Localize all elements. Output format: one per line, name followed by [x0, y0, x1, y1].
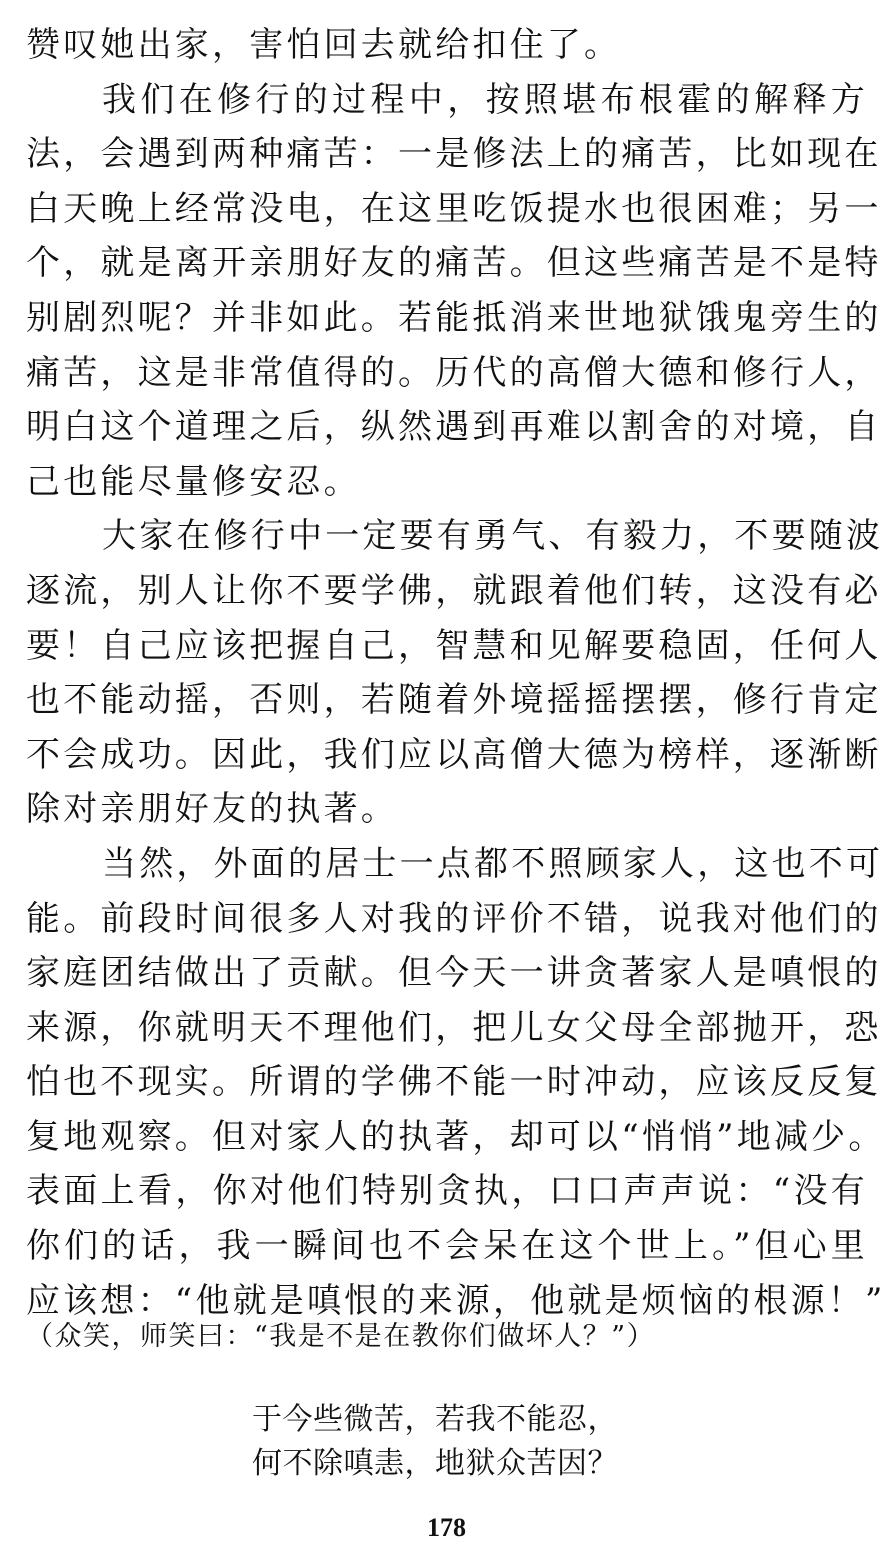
text-line: 怕也不现实。所谓的学佛不能一时冲动，应该反反复 [26, 1062, 882, 1103]
paragraph-last-line: 除对亲朋好友的执著。 [26, 789, 398, 830]
body-text [26, 18, 886, 1328]
verse-block [252, 1398, 712, 1486]
page-number: 178 [427, 1513, 466, 1542]
text-line: 不会成功。因此，我们应以高僧大德为榜样，逐渐断 [26, 734, 882, 775]
text-line: 表面上看，你对他们特别贪执，口口声声说：“没有 [26, 1171, 868, 1212]
text-line: 应该想：“他就是嗔恨的来源，他就是烦恼的根源！” [26, 1280, 886, 1321]
text-line: 痛苦，这是非常值得的。历代的高僧大德和修行人， [26, 352, 882, 393]
verse-line: 于今些微苦，若我不能忍， [252, 1402, 618, 1437]
parenthetical-note: （众笑，师笑曰：“我是不是在教你们做坏人？”） [26, 1321, 656, 1352]
text-line: 个，就是离开亲朋好友的痛苦。但这些痛苦是不是特 [26, 243, 882, 284]
text-line: 要！自己应该把握自己，智慧和见解要稳固，任何人 [26, 625, 882, 666]
text-line: 来源，你就明天不理他们，把儿女父母全部抛开，恐 [26, 1007, 882, 1048]
text-line: 赞叹她出家，害怕回去就给扣住了。 [26, 25, 622, 65]
text-line: 家庭团结做出了贡献。但今天一讲贪著家人是嗔恨的 [26, 953, 882, 994]
text-line: 法，会遇到两种痛苦：一是修法上的痛苦，比如现在 [26, 134, 882, 175]
text-line: 能。前段时间很多人对我的评价不错，说我对他们的 [26, 898, 882, 939]
text-line: 别剧烈呢？并非如此。若能抵消来世地狱饿鬼旁生的 [26, 297, 882, 338]
text-line: 白天晚上经常没电，在这里吃饭提水也很困难；另一 [26, 188, 882, 229]
paragraph-first-line: 当然，外面的居士一点都不照顾家人，这也不可 [102, 843, 884, 884]
text-line: 你们的话，我一瞬间也不会呆在这个世上。”但心里 [26, 1226, 868, 1267]
text-line: 复地观察。但对家人的执著，却可以“悄悄”地减少。 [26, 1116, 886, 1157]
paragraph-first-line: 我们在修行的过程中，按照堪布根霍的解释方 [102, 79, 868, 120]
verse-line: 何不除嗔恚，地狱众苦因？ [252, 1446, 618, 1481]
text-line: 也不能动摇，否则，若随着外境摇摇摆摆，修行肯定 [26, 680, 882, 721]
text-line: 逐流，别人让你不要学佛，就跟着他们转，这没有必 [26, 570, 882, 611]
paragraph-first-line: 大家在修行中一定要有勇气、有毅力，不要随波 [102, 516, 884, 557]
paragraph-last-line: 己也能尽量修安忍。 [26, 461, 361, 502]
text-line: 明白这个道理之后，纵然遇到再难以割舍的对境，自 [26, 407, 882, 448]
